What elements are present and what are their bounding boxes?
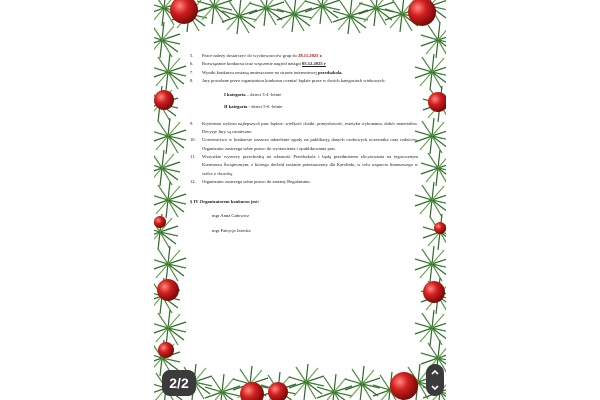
category-item (190, 91, 418, 99)
list-item (190, 120, 418, 137)
item-text: Prace należy dostarczyć do wychowawców grup do (202, 53, 299, 58)
deadline-date: 28.11.2025 r. (298, 53, 323, 58)
item-text: Uczestnictwo w konkursie oznacza udzielenie zgody na publikację danych osobowych uczestnika oraz rodziców. Organizator zastrzega sobie prawo do wystawienia i opublikowania prac. (202, 137, 418, 151)
list-item (190, 136, 418, 153)
item-emphasis: przedszkola. (317, 69, 343, 75)
category-item (190, 103, 418, 111)
organizer-name: mgr Anna Gałowicz (212, 213, 249, 219)
item-text: Jury powołane przez organizatora konkursu oceniać będzie prace w dwóch kategoriach wiekowych: (202, 77, 386, 83)
item-number: 8. (190, 77, 194, 83)
next-page-button[interactable] (426, 381, 444, 395)
item-text: Rozwiązanie konkursu oraz wręczenie nagród nastąpi (202, 61, 302, 67)
list-item (190, 69, 418, 77)
item-number: 5. (190, 53, 194, 58)
item-number: 7. (190, 69, 194, 75)
organizer-name: mgr Patrycja Jarecka (212, 227, 251, 233)
page-nav-control (426, 364, 444, 396)
award-date: 05.12.2025 r (302, 61, 326, 67)
category-label: I kategoria (224, 92, 246, 98)
chevron-down-icon (431, 385, 439, 391)
category-desc: - dzieci 5-6 -letnie (248, 104, 283, 110)
item-number: 12. (190, 178, 196, 184)
item-text: Kryterium wyboru najlepszych prac będzie: wielkość chatki, pomysłowość, estetyka wykonania, dobór materiałów. Decyzje Jury są ostateczne. (202, 120, 418, 135)
list-item (190, 153, 418, 178)
item-text: Wszystkie wytwory przechodzą na własność Przedszkola i będą przedmiotem zlicytowania na tegorocznym Kiermaszu Świątecznym, z którego dochód zostanie przeznaczony dla Karolinki, w celu wsparcia finansowego w walce z chorobą. (202, 153, 418, 176)
item-number: 11. (190, 153, 196, 159)
item-number: 6. (190, 61, 194, 67)
chevron-up-icon (431, 369, 439, 375)
item-text: Wyniki konkursu zostaną umieszczone na stronie internetowej (202, 69, 318, 75)
item-text: Organizator zastrzega sobie prawo do zmiany Regulaminu. (202, 178, 311, 184)
page-counter: 2/2 (162, 370, 196, 396)
category-label: II kategoria (224, 104, 248, 110)
previous-page-button[interactable] (426, 365, 444, 379)
item-number: 10. (190, 137, 196, 143)
list-item (190, 60, 418, 68)
section-heading: § IV Organizatorem konkursu jest: (190, 199, 260, 205)
document-text (190, 52, 418, 235)
list-item (190, 52, 418, 60)
item-number: 9. (190, 120, 194, 126)
category-desc: – dzieci 3-4 -letnie (246, 92, 282, 98)
document-page (154, 0, 446, 400)
list-item (190, 178, 418, 186)
list-item (190, 77, 418, 85)
